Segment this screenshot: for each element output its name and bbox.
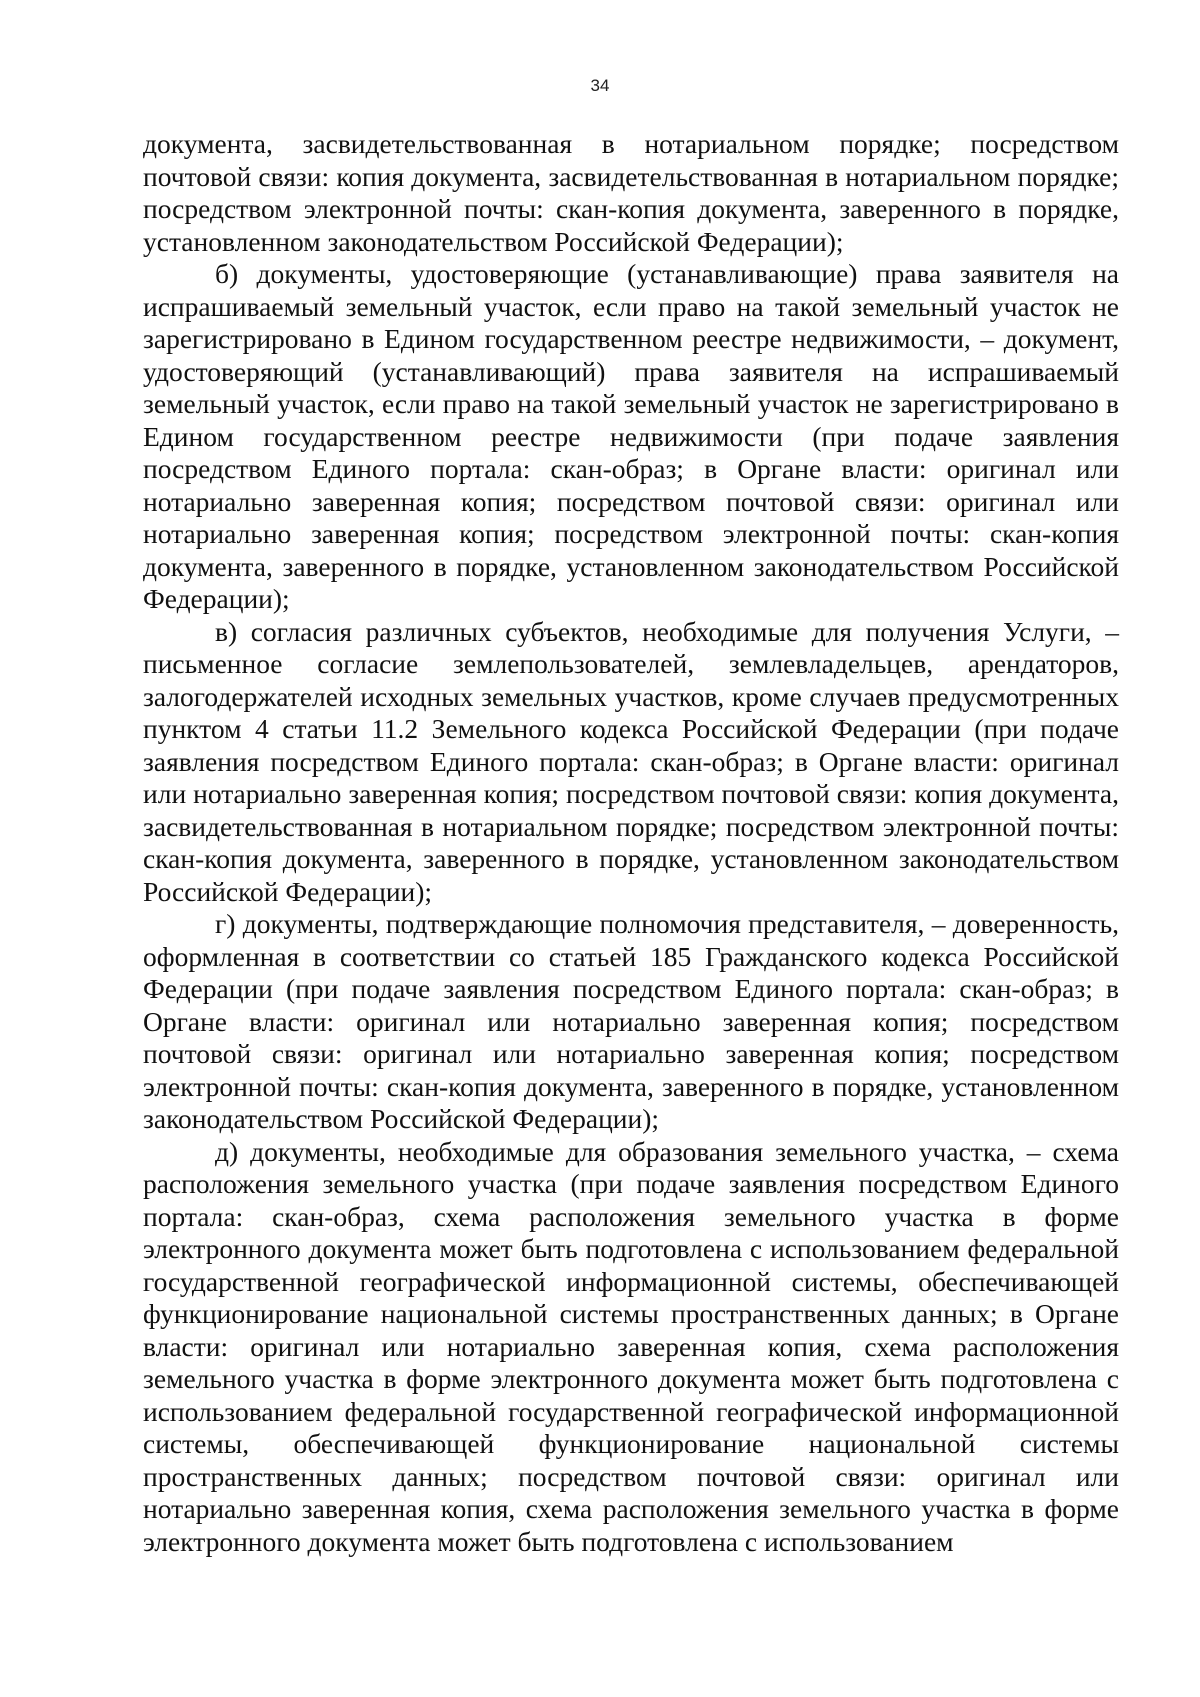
- paragraph-item-d: д) документы, необходимые для образования земельного участка, – схема расположения земельного участка (при подаче заявления посредством Единого портала: скан-образ, схема расположения земельного участка в форме электронного документа может быть подготовлена с использованием федеральной государственной географической информационной системы, обеспечивающей функционирование национальной системы пространственных данных; в Органе власти: оригинал или нотариально заверенная копия, схема расположения земельного участка в форме электронного документа может быть подготовлена с использованием федеральной государственной географической информационной системы, обеспечивающей функционирование национальной системы пространственных данных; посредством почтовой связи: оригинал или нотариально заверенная копия, схема расположения земельного участка в форме электронного документа может быть подготовлена с использованием: [143, 1135, 1119, 1557]
- paragraph-item-g: г) документы, подтверждающие полномочия представителя, – доверенность, оформленная в соответствии со статьей 185 Гражданского кодекса Российской Федерации (при подаче заявления посредством Единого портала: скан-образ; в Органе власти: оригинал или нотариально заверенная копия; посредством почтовой связи: оригинал или нотариально заверенная копия; посредством электронной почты: скан-копия документа, заверенного в порядке, установленном законодательством Российской Федерации);: [143, 908, 1119, 1134]
- paragraph-continuation: документа, засвидетельствованная в нотариальном порядке; посредством почтовой связи: копия документа, засвидетельствованная в нотариальном порядке; посредством электронной почты: скан-копия документа, заверенного в порядке, установленном законодательством Российской Федерации);: [143, 128, 1119, 257]
- document-body: [143, 128, 1119, 1558]
- paragraph-item-v: в) согласия различных субъектов, необходимые для получения Услуги, – письменное согласие землепользователей, землевладельцев, арендаторов, залогодержателей исходных земельных участков, кроме случаев предусмотренных пунктом 4 статьи 11.2 Земельного кодекса Российской Федерации (при подаче заявления посредством Единого портала: скан-образ; в Органе власти: оригинал или нотариально заверенная копия; посредством почтовой связи: копия документа, засвидетельствованная в нотариальном порядке; посредством электронной почты: скан-копия документа, заверенного в порядке, установленном законодательством Российской Федерации);: [143, 615, 1119, 907]
- paragraph-item-b: б) документы, удостоверяющие (устанавливающие) права заявителя на испрашиваемый земельный участок, если право на такой земельный участок не зарегистрировано в Едином государственном реестре недвижимости, – документ, удостоверяющий (устанавливающий) права заявителя на испрашиваемый земельный участок, если право на такой земельный участок не зарегистрировано в Едином государственном реестре недвижимости (при подаче заявления посредством Единого портала: скан-образ; в Органе власти: оригинал или нотариально заверенная копия; посредством почтовой связи: оригинал или нотариально заверенная копия; посредством электронной почты: скан-копия документа, заверенного в порядке, установленном законодательством Российской Федерации);: [143, 258, 1119, 614]
- page-number: 34: [590, 76, 610, 95]
